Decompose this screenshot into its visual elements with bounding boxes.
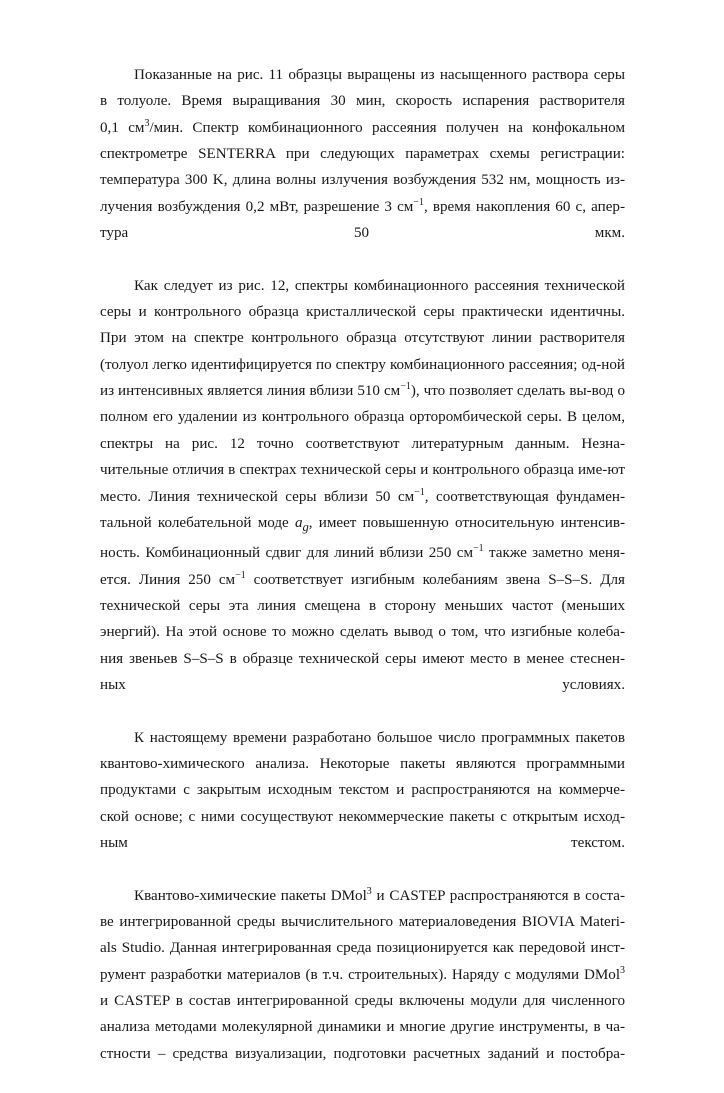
mode-symbol-a: a xyxy=(294,514,303,531)
bond-sss: S–S–S xyxy=(548,571,589,588)
superscript-minus-1: −1 xyxy=(400,381,411,393)
paragraph-2: Как следует из рис. 12, спектры комбинационного рассеяния технической серы и контрольного образца кристаллической серы практически идентичны. При этом на спектре контрольного образца отсутствуют линии растворителя (толуол легко идентифицируется по спектру комбинационного рассеяния; од-ной из интенсивных является линия вблизи 510 $см^{-1}$), что позволяет сделать вы-вод о полном его удалении из контрольного образца орторомбической серы. В целом, спектры на рис. 12 точно соответствуют литературным данным. Незна-чительные отличия в спектрах технической серы и контрольного образца име-ют место. Линия технической серы вблизи 50 $см^{-1}$, соответствующая фундамен-тальной колебательной моде $a_g$, имеет повышенную относительную интенсив-ность. Комбинационный сдвиг для линий вблизи 250 $см^{-1}$ также заметно меня-ется. Линия 250 $см^{-1}$ соответствует изгибным колебаниям звена S–S–S. Для технической серы эта линия смещена в сторону меньших частот (меньших энергий). На этой основе то можно сделать вывод о том, что изгибные колеба-ния звеньев S–S–S в образце технической серы имеют место в менее стеснен-ных условиях. xyxy=(100,277,626,693)
superscript-3: 3 xyxy=(366,885,372,897)
document-body xyxy=(100,62,625,1093)
superscript-minus-1: −1 xyxy=(413,196,424,208)
superscript-3: 3 xyxy=(144,117,150,129)
superscript-minus-1: −1 xyxy=(235,569,246,581)
paragraph-1: Показанные на рис. 11 образцы выращены из насыщенного раствора серы в толуоле. Время выращивания 30 мин, скорость испарения растворителя 0,1 $см^3$/мин. Спектр комбинационного рассеяния получен на конфокальном спектрометре SENTERRA при следующих параметрах схемы регистрации: температура 300 K, длина волны излучения возбуждения 532 нм, мощность из-лучения возбуждения 0,2 мВт, разрешение 3 $см^{-1}$, время накопления 60 с, апер-тура 50 мкм. xyxy=(100,67,625,242)
bond-sss: S–S–S xyxy=(183,650,224,667)
paragraph-3: К настоящему времени разработано большое число программных пакетов квантово-химического анализа. Некоторые пакеты являются программными продуктами с закрытым исходным текстом и распространяются на коммерче-ской основе; с ними сосуществуют некоммерческие пакеты с открытым исход-ным текстом. xyxy=(100,729,625,851)
superscript-minus-1: −1 xyxy=(414,486,425,498)
superscript-3: 3 xyxy=(620,964,625,976)
paragraph-4: Квантово-химические пакеты DMol$^3$ и CASTEP распространяются в соста-ве интегрированной среды вычислительного материаловедения BIOVIA Materi-als Studio. Данная интегрированная среда позиционируется как передовой инст-румент разработки материалов (в т.ч. строительных). Наряду с модулями DMol$^3$ и CASTEP в состав интегрированной среды включены модули для численного анализа методами молекулярной динамики и многие другие инструменты, в ча-стности – средства визуализации, подготовки расчетных заданий и постобра- xyxy=(100,885,625,1062)
superscript-minus-1: −1 xyxy=(473,543,484,555)
mode-subscript-g: g xyxy=(302,519,309,534)
